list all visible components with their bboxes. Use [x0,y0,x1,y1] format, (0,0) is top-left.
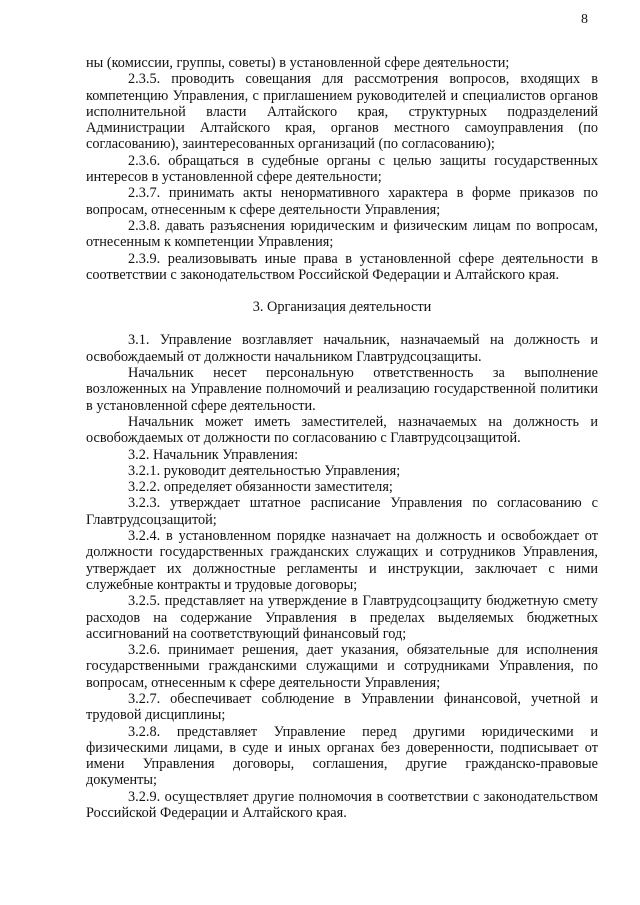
paragraph-3-2: 3.2. Начальник Управления: [128,446,299,463]
paragraph-3-1: 3.1. Управление возглавляет начальник, назначаемый на должность и освобождаемый от должности начальником Главтрудсоцзащиты. [86,332,598,365]
paragraph-3-2-7: 3.2.7. обеспечивает соблюдение в Управлении финансовой, учетной и трудовой дисциплины; [86,690,598,724]
paragraph-3-2-9: 3.2.9. осуществляет другие полномочия в соответствии с законодательством Российской Федерации и Алтайского края. [86,788,598,822]
paragraph-2-3-7: 2.3.7. принимать акты ненормативного характера в форме приказов по вопросам, отнесенным к сфере деятельности Управления; [86,185,598,218]
paragraph-3-2-6: 3.2.6. принимает решения, дает указания, обязательные для исполнения государственными гражданскими служащими и сотрудниками Управления, по вопросам, отнесенным к сфере деятельности Управления; [86,642,598,691]
paragraph-2-3-6: 2.3.6. обращаться в судебные органы с целью защиты государственных интересов в установленной сфере деятельности; [86,152,598,186]
paragraph-3-2-3: 3.2.3. утверждает штатное расписание Управления по согласованию с Главтрудсоцзащитой; [86,495,598,528]
paragraph-3-2-2: 3.2.2. определяет обязанности заместителя; [128,479,393,496]
paragraph-3-2-5: 3.2.5. представляет на утверждение в Главтрудсоцзащиту бюджетную смету расходов на содержание Управления в пределах выделяемых бюджетных ассигнований на соответствующий финансовый год; [86,593,598,642]
paragraph-3-2-4: 3.2.4. в установленном порядке назначает на должность и освобождает от должности государственных гражданских служащих и сотрудников Управления, утверждает их должностные регламенты и инструкции, заключает с ними служебные контракты и трудовые договоры; [86,528,598,593]
paragraph-3-2-1: 3.2.1. руководит деятельностью Управления; [128,462,401,479]
paragraph-chief-responsibility: Начальник несет персональную ответственность за выполнение возложенных на Управление полномочий и реализацию государственной политики в установленной сфере деятельности. [86,365,598,414]
paragraph-chief-deputies: Начальник может иметь заместителей, назначаемых на должность и освобождаемых от должности по согласованию с Главтрудсоцзащитой. [86,413,598,447]
paragraph-2-3-9: 2.3.9. реализовывать иные права в установленной сфере деятельности в соответствии с законодательством Российской Федерации и Алтайского края. [86,250,598,283]
paragraph-2-3-8: 2.3.8. давать разъяснения юридическим и физическим лицам по вопросам, отнесенным к компетенции Управления; [86,217,598,251]
paragraph-3-2-8: 3.2.8. представляет Управление перед другими юридическими и физическими лицами, в суде и иных органах без доверенности, подписывает от имени Управления договоры, соглашения, другие гражданско-правовые документы; [86,723,598,789]
paragraph-2-3-5: 2.3.5. проводить совещания для рассмотрения вопросов, входящих в компетенцию Управления, с приглашением руководителей и специалистов органов исполнительной власти Алтайского края, структурных подразделений Администрации Алтайского края, органов местного самоуправления (по согласованию), заинтересованных организаций (по согласованию); [86,71,598,153]
section-3-heading: 3. Организация деятельности [252,299,432,316]
document-body [86,55,598,821]
paragraph-2-3-4-tail: ны (комиссии, группы, советы) в установленной сфере деятельности; [86,55,510,71]
page-number: 8 [581,12,588,27]
